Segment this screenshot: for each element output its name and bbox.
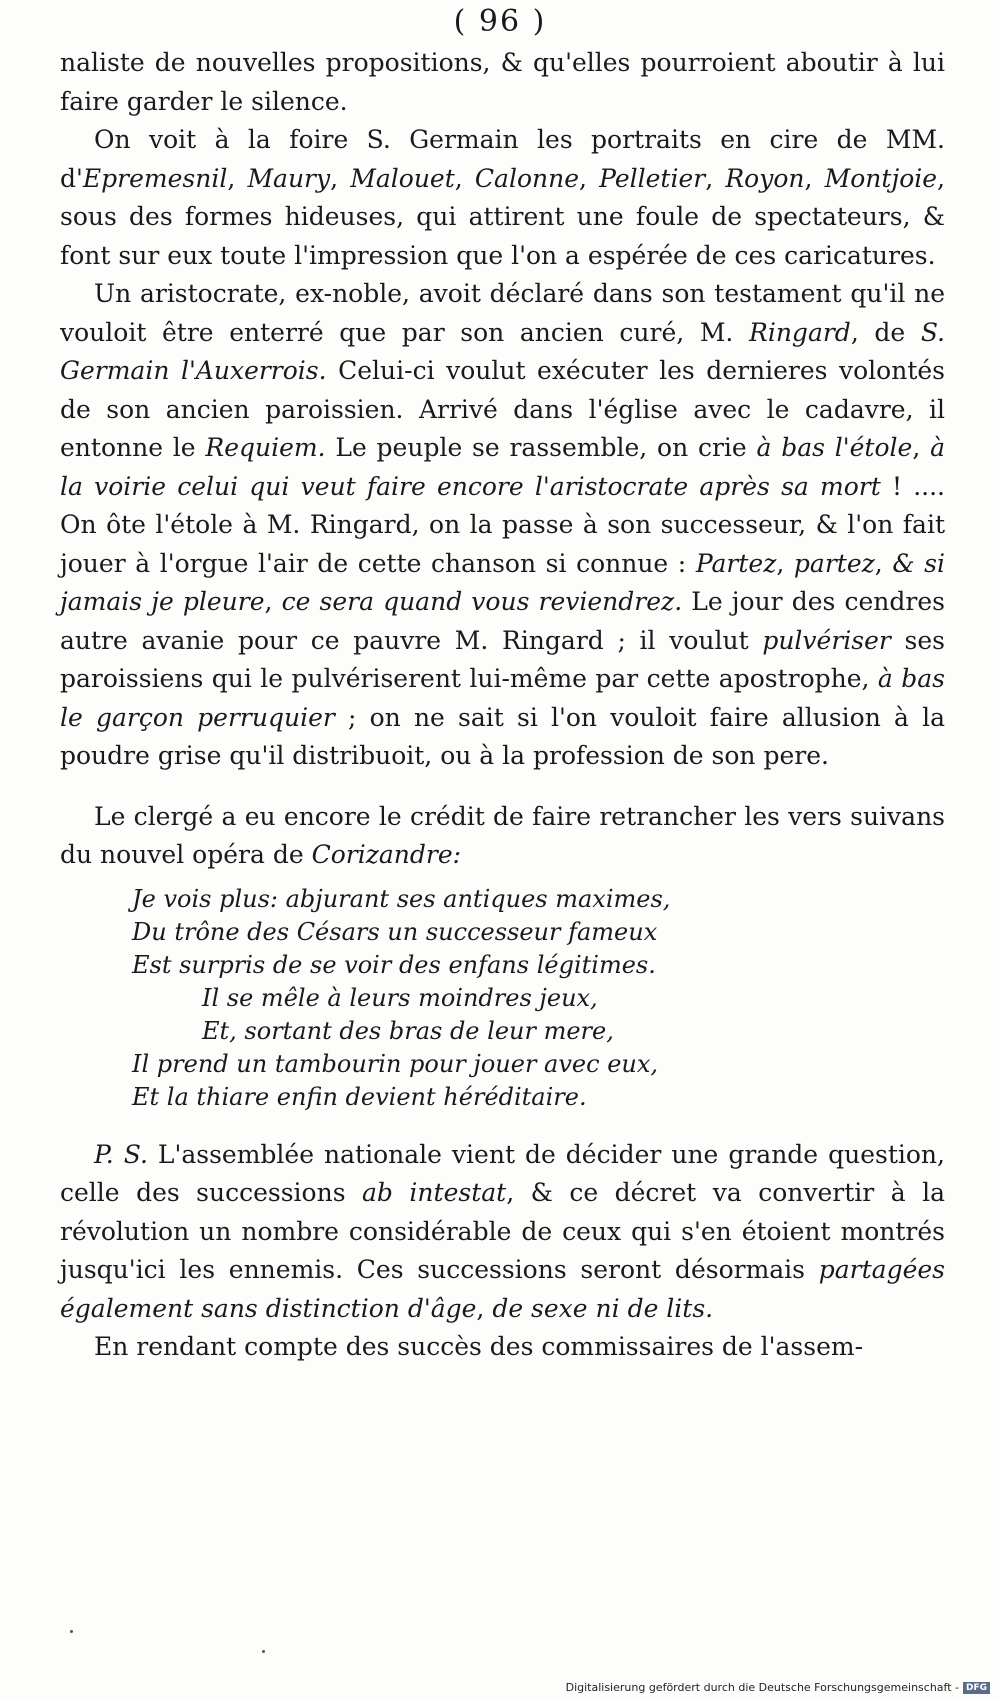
text-segment: , sous des formes hideuses, qui attirent une foule de spectateurs, & font sur eux toute l'impression que l'on a espérée de ces caricatures. xyxy=(60,163,945,270)
text-segment: ! .... On ôte l'étole à M. Ringard, on la passe à son successeur, & l'on fait jouer à l'orgue l'air de cette chanson si connue : xyxy=(60,471,945,578)
page-number: ( 96 ) xyxy=(453,4,547,39)
text-segment: , xyxy=(705,163,726,193)
verse-line: Je vois plus: abjurant ses antiques maximes, xyxy=(132,884,671,913)
ink-speck xyxy=(262,1650,265,1653)
text-segment: Le jour des cendres autre avanie pour ce pauvre M. Ringard ; il voulut xyxy=(60,587,945,655)
italic-text: Requiem. xyxy=(205,433,326,462)
paragraph-commissioners: En rendant compte des succès des commissaires de l'assem- xyxy=(94,1332,864,1361)
text-segment: , de xyxy=(850,317,921,347)
italic-text: S. Germain l'Auxerrois. xyxy=(60,317,945,385)
text-segment: Le clergé a eu encore le crédit de faire retrancher les vers suivans du nouvel opéra de xyxy=(60,801,945,869)
italic-text: Corizandre: xyxy=(311,840,462,869)
text-segment: , xyxy=(476,1293,493,1323)
verse-block xyxy=(60,883,945,1114)
italic-text: Royon xyxy=(725,163,805,193)
text-segment: , xyxy=(804,163,825,193)
italic-text: ab intestat xyxy=(362,1178,507,1207)
text-segment: , & ce décret va convertir à la révolution un nombre considérable de ceux qui s'en étoient montrés jusqu'ici les ennemis. Ces successions seront désormais xyxy=(60,1178,945,1284)
italic-text: de sexe ni de lits. xyxy=(492,1293,714,1323)
paragraph-continuation: naliste de nouvelles propositions, & qu'elles pourroient aboutir à lui faire garder le silence. xyxy=(60,48,945,116)
italic-text: Ringard xyxy=(749,317,851,347)
verse-line: Du trône des Césars un successeur fameux xyxy=(132,917,658,946)
body-text xyxy=(60,44,945,1367)
italic-text: Epremesnil xyxy=(82,163,228,193)
italic-text: Malouet xyxy=(350,163,455,193)
digitization-footer xyxy=(566,1681,990,1694)
italic-text: à la voirie celui qui veut faire encore l'aristocrate après sa mort xyxy=(60,433,945,501)
paragraph-wax-portraits xyxy=(60,121,945,275)
text-segment: , xyxy=(912,433,931,462)
italic-text: ce sera quand vous reviendrez. xyxy=(281,587,683,616)
text-segment: , xyxy=(227,163,248,193)
italic-text: & si jamais je pleure xyxy=(60,548,945,616)
paragraph-clergy xyxy=(60,798,945,875)
italic-text: partez xyxy=(793,548,875,578)
italic-text: Montjoie xyxy=(824,163,938,193)
text-segment: ; on ne sait si l'on vouloit faire allusion à la poudre grise qu'il distribuoit, ou à la profession de son pere. xyxy=(60,702,945,770)
italic-text: Calonne xyxy=(474,163,579,193)
text-segment: , xyxy=(579,163,600,193)
italic-text: Partez xyxy=(695,548,777,578)
italic-text: Pelletier xyxy=(599,163,706,193)
paragraph-postscript xyxy=(60,1136,945,1329)
dfg-logo: DFG xyxy=(963,1682,990,1694)
text-segment: On voit à la foire S. Germain les portraits en cire de MM. d' xyxy=(60,125,945,193)
italic-text: partagées également sans distinction d'âge xyxy=(60,1255,945,1323)
italic-text: à bas le garçon perruquier xyxy=(60,664,945,732)
text-segment: , xyxy=(330,163,351,193)
ink-speck xyxy=(70,1630,73,1633)
text-segment: Un aristocrate, ex-noble, avoit déclaré dans son testament qu'il ne vouloit être enterré que par son ancien curé, M. xyxy=(60,279,945,347)
verse-line: Et, sortant des bras de leur mere, xyxy=(202,1016,614,1045)
footer-text: Digitalisierung gefördert durch die Deutsche Forschungsgemeinschaft - xyxy=(565,1681,959,1694)
text-segment: Celui-ci voulut exécuter les dernieres volontés de son ancien paroissien. Arrivé dans l'église avec le cadavre, il entonne le xyxy=(60,356,945,462)
text-segment: ses paroissiens qui le pulvériserent lui-même par cette apostrophe, xyxy=(60,625,945,693)
text-segment: , xyxy=(454,163,475,193)
italic-text: Maury xyxy=(247,163,331,193)
italic-text: pulvériser xyxy=(762,625,891,655)
verse-line: Et la thiare enfin devient héréditaire. xyxy=(132,1082,587,1111)
text-segment: L'assemblée nationale vient de décider une grande question, celle des successions xyxy=(60,1139,945,1207)
verse-line: Est surpris de se voir des enfans légitimes. xyxy=(132,950,656,979)
italic-text: à bas l'étole xyxy=(756,433,913,462)
verse-line: Il se mêle à leurs moindres jeux, xyxy=(202,983,598,1012)
italic-text: P. S. xyxy=(94,1139,148,1169)
text-segment: , xyxy=(874,548,893,578)
text-segment: , xyxy=(264,587,282,616)
text-segment: Le peuple se rassemble, on crie xyxy=(325,433,757,462)
verse-line: Il prend un tambourin pour jouer avec eux, xyxy=(132,1049,659,1078)
paragraph-ringard xyxy=(60,275,945,776)
text-segment: , xyxy=(776,548,794,578)
